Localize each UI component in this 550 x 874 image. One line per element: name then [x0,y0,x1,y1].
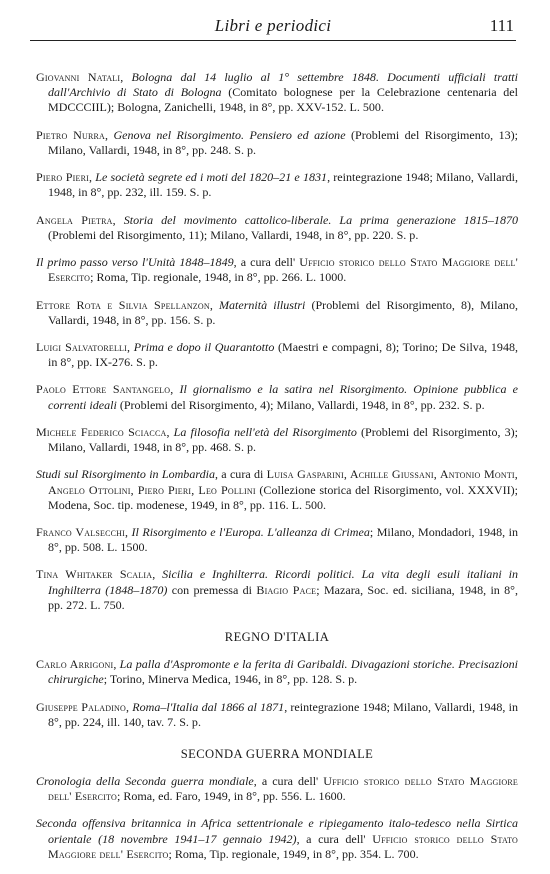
entry-title: Roma–l'Italia dal 1866 al 1871 [132,699,285,714]
entry-separator: , [170,382,180,397]
entry-editor: Ufficio storico dello Stato Maggiore dell' Esercito [48,831,518,861]
bib-entry-paladino [36,700,518,730]
entry-author: Luigi Salvatorelli [36,339,127,354]
entry-author: Angela Pietra [36,212,113,227]
section-heading-seconda-guerra: SECONDA GUERRA MONDIALE [180,746,374,761]
entry-publication: ; Roma, ed. Faro, 1949, in 8°, pp. 556. L. 1600. [116,789,346,804]
entry-author: Piero Pieri [36,170,90,185]
entry-title: La palla d'Aspromonte e la ferita di Garibaldi. Divagazioni storiche. Precisazioni chirurgiche [48,657,518,687]
entry-title: La filosofia nell'età del Risorgimento [173,424,357,439]
running-title: Libri e periodici [214,16,332,35]
entry-author: Franco Valsecchi [36,524,125,539]
entry-title: Prima e dopo il Quarantotto [133,339,275,354]
entry-publication: (Problemi del Risorgimento, 13); Milano, Vallardi, 1948, in 8°, pp. 248. S. p. [48,127,519,157]
bib-entry-arrigoni [36,657,518,687]
entry-title: Sicilia e Inghilterra. Ricordi politici. La vita degli esuli italiani in Inghilterra (1848–1870) [48,567,518,597]
bib-entry-nurra [36,128,518,158]
entry-publication: (Comitato bolognese per la Celebrazione centenaria del MDCCCIIL); Bologna, Zanichelli, 1948, in 8°, pp. XXV-152. L. 500. [48,85,518,115]
entry-author: Giuseppe Paladino [36,699,127,714]
entry-title: Maternità illustri [218,297,306,312]
bibliography-content [36,58,518,874]
page-number: 111 [489,16,514,35]
entry-separator: , [112,212,124,227]
entry-title: Il primo passo verso l'Unità 1848–1849 [36,255,234,270]
running-header [30,14,516,41]
entry-publication: ; Mazara, Soc. ed. siciliana, 1948, in 8°, pp. 272. L. 750. [48,582,518,612]
entry-title: Il Risorgimento e l'Europa. L'alleanza di Crimea [131,524,370,539]
entry-publication: ; Milano, Mondadori, 1948, in 8°, pp. 508. L. 1500. [48,524,518,555]
entry-author: Paolo Ettore Santangelo [36,382,171,397]
bib-entry-studi-lombardia [36,467,518,513]
entry-author: Michele Federico Sciacca [36,424,167,439]
entry-author: Carlo Arrigoni [36,657,114,672]
entry-title: Studi sul Risorgimento in Lombardia [36,467,215,482]
entry-preface-intro: con premessa di [167,582,257,597]
entry-separator: , [89,170,96,185]
bib-entry-santangelo [36,382,518,412]
entry-separator: , [152,567,163,582]
entry-publication: , reintegrazione 1948; Milano, Vallardi, 1948, in 8°, pp. 224, ill. 140, tav. 7. S. p. [48,699,518,729]
entry-separator: , [209,297,219,312]
entry-editor-intro: , a cura dell' [233,255,300,270]
bib-entry-seconda-offensiva [36,816,518,862]
entry-separator: , [126,699,133,714]
entry-editor-intro: , a cura dell' [296,831,373,846]
section-heading-regno-italia: REGNO D'ITALIA [224,630,330,645]
entry-publication: ; Roma, Tip. regionale, 1948, in 8°, pp. 266. L. 1000. [90,270,347,285]
entry-publication: ; Torino, Minerva Medica, 1946, in 8°, pp. 128. S. p. [103,672,358,687]
entry-author: Ettore Rota e Silvia Spellanzon [36,297,210,312]
entry-author: Giovanni Natali [36,70,121,85]
bib-entry-salvatorelli [36,340,518,370]
entry-separator: , [105,127,114,142]
entry-separator: , [166,424,174,439]
bib-entry-rota-spellanzon [36,298,518,328]
entry-title: Bologna dal 14 luglio al 1° settembre 1848. Documenti ufficiali tratti dall'Archivio di Stato di Bologna [48,70,518,100]
bib-entry-whitaker-scalia [36,567,518,613]
entry-title: Il giornalismo e la satira nel Risorgimento. Opinione pubblica e correnti ideali [48,382,518,412]
entry-publication: (Maestri e compagni, 8); Torino; De Silva, 1948, in 8°, pp. IX-276. S. p. [48,339,518,370]
entry-separator: , [125,524,132,539]
entry-publication: (Problemi del Risorgimento, 4); Milano, Vallardi, 1948, in 8°, pp. 232. S. p. [116,397,485,412]
bib-entry-valsecchi [36,525,518,555]
entry-title: Genova nel Risorgimento. Pensiero ed azione [113,127,346,142]
entry-editor-intro: , a cura dell' [253,774,324,788]
entry-separator: , [127,339,134,354]
entry-editor-intro: , a cura di [214,467,267,482]
bib-entry-pietra [36,213,518,243]
entry-publication: (Problemi del Risorgimento, 3); Milano, Vallardi, 1948, in 8°, pp. 468. S. p. [48,424,519,455]
entry-author: Tina Whitaker Scalia [36,567,153,582]
entry-author: Pietro Nurra [36,127,106,142]
entry-publication: ; Roma, Tip. regionale, 1949, in 8°, pp. 354. L. 700. [168,846,419,861]
entry-preface-author: Biagio Pace [256,582,317,597]
entry-editor: Ufficio storico dello Stato Maggiore dell' Esercito [48,774,518,804]
bib-entry-sciacca [36,425,518,455]
entry-publication: , reintegrazione 1948; Milano, Vallardi, 1948, in 8°, pp. 232, ill. 159. S. p. [48,170,518,200]
bib-entry-pieri [36,170,518,200]
entry-separator: , [120,70,132,85]
entry-editor: Ufficio storico dello Stato Maggiore dell' Esercito [48,255,518,285]
entry-publication: (Collezione storica del Risorgimento, vol. XXXVII); Modena, Soc. tip. modenese, 1949, in 8°, pp. 116. L. 500. [48,482,518,512]
entry-publication: (Problemi del Risorgimento, 11); Milano, Vallardi, 1948, in 8°, pp. 220. S. p. [48,227,419,242]
entry-title: Seconda offensiva britannica in Africa settentrionale e ripiegamento italo-tedesco nella Sirtica orientale (18 novembre 1941–17 gennaio 1942) [36,816,518,846]
entry-title: Cronologia della Seconda guerra mondiale [36,774,254,788]
entry-publication: (Problemi del Risorgimento, 8), Milano, Vallardi, 1948, in 8°, pp. 156. S. p. [48,297,518,327]
entry-separator: , [113,657,120,672]
bib-entry-cronologia [36,774,518,804]
entry-title: Storia del movimento cattolico-liberale. La prima generazione 1815–1870 [123,212,519,227]
entry-editor: Luisa Gasparini, Achille Giussani, Antonio Monti, Angelo Ottolini, Piero Pieri, Leo Pollini [48,467,518,497]
bib-entry-primo-passo [36,255,518,285]
entry-title: Le società segrete ed i moti del 1820–21 e 1831 [95,170,328,185]
bib-entry-natali [36,70,518,116]
